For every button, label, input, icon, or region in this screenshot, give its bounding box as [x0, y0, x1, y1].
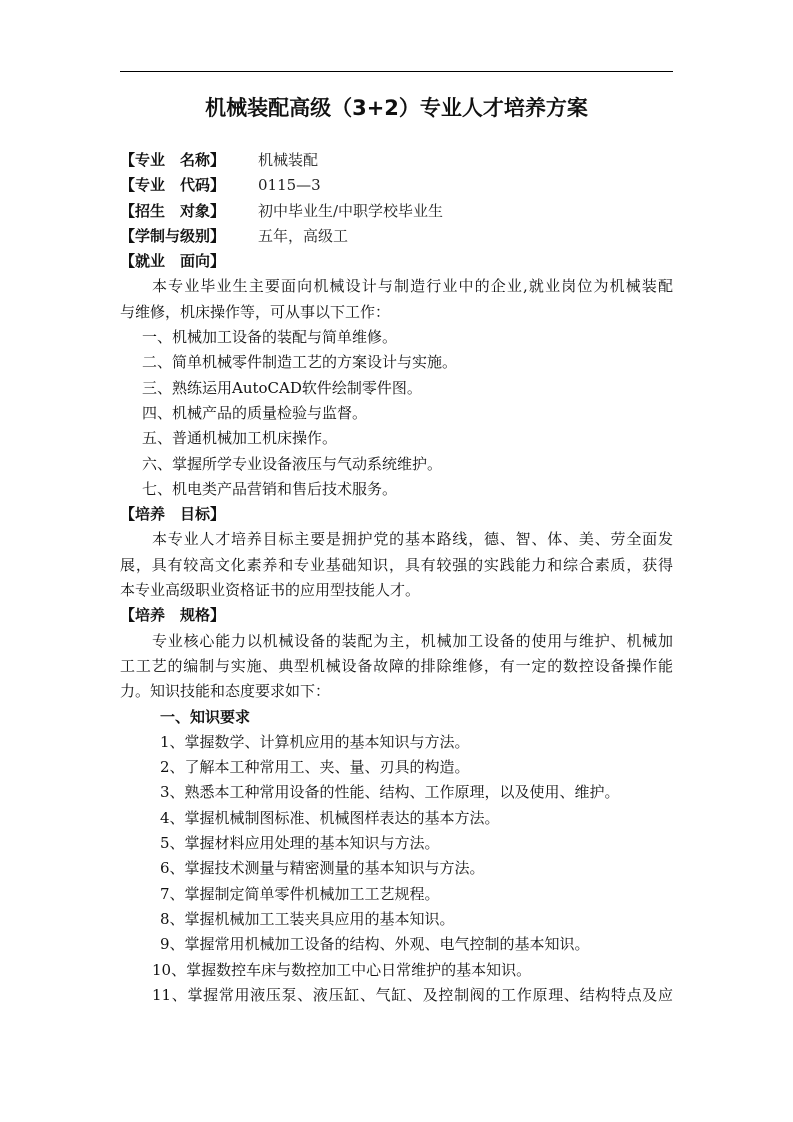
paragraph-line: 本专业毕业生主要面向机械设计与制造行业中的企业,就业岗位为机械装配: [152, 277, 673, 296]
field-enrollment: [120, 199, 673, 224]
field-major-code: [120, 173, 673, 198]
list-item: 四、机械产品的质量检验与监督。: [142, 403, 368, 422]
list-item: 5、掌握材料应用处理的基本知识与方法。: [160, 834, 440, 853]
field-label: 【招生 对象】: [120, 201, 226, 220]
list-item: 11、掌握常用液压泵、液压缸、气缸、及控制阀的工作原理、结构特点及应: [152, 985, 673, 1004]
paragraph-line: 本专业高级职业资格证书的应用型技能人才。: [120, 581, 421, 600]
field-value: 0115—3: [258, 176, 321, 195]
section-heading-employment: 【就业 面向】: [120, 252, 226, 271]
list-item: 1、掌握数学、计算机应用的基本知识与方法。: [160, 732, 470, 751]
paragraph-line: 专业核心能力以机械设备的装配为主，机械加工设备的使用与维护、机械加: [152, 631, 673, 650]
list-item: 9、掌握常用机械加工设备的结构、外观、电气控制的基本知识。: [160, 935, 590, 954]
paragraph-line: 工工艺的编制与实施、典型机械设备故障的排除维修，有一定的数控设备操作能: [120, 656, 673, 675]
list-item: 六、掌握所学专业设备液压与气动系统维护。: [142, 454, 443, 473]
field-major-name: [120, 148, 673, 173]
header-rule: [120, 71, 673, 72]
paragraph-line: 本专业人才培养目标主要是拥护党的基本路线，德、智、体、美、劳全面发: [152, 530, 673, 549]
paragraph-line: 与维修，机床操作等，可从事以下工作：: [120, 302, 391, 321]
section-heading-spec: 【培养 规格】: [120, 606, 226, 625]
list-item: 3、熟悉本工种常用设备的性能、结构、工作原理，以及使用、维护。: [160, 783, 620, 802]
list-item: 6、掌握技术测量与精密测量的基本知识与方法。: [160, 859, 485, 878]
page-title: 机械装配高级（3+2）专业人才培养方案: [205, 96, 588, 120]
list-item: 三、熟练运用AutoCAD软件绘制零件图。: [142, 378, 422, 397]
list-item: 2、了解本工种常用工、夹、量、刃具的构造。: [160, 758, 470, 777]
field-label: 【学制与级别】: [120, 226, 226, 245]
list-item: 8、掌握机械加工工装夹具应用的基本知识。: [160, 909, 455, 928]
field-duration-level: [120, 224, 673, 249]
field-value: 五年，高级工: [258, 226, 349, 245]
list-item: 七、机电类产品营销和售后技术服务。: [142, 479, 398, 498]
paragraph-line: 力。知识技能和态度要求如下：: [120, 682, 331, 701]
section-heading-goal: 【培养 目标】: [120, 505, 226, 524]
field-label: 【专业 名称】: [120, 151, 226, 169]
list-item: 一、机械加工设备的装配与简单维修。: [142, 328, 398, 347]
list-item: 10、掌握数控车床与数控加工中心日常维护的基本知识。: [152, 960, 532, 979]
field-value: 机械装配: [258, 151, 319, 169]
field-label: 【专业 代码】: [120, 176, 226, 195]
field-value: 初中毕业生/中职学校毕业生: [258, 201, 444, 220]
subheading-knowledge: 一、知识要求: [160, 707, 251, 726]
list-item: 五、普通机械加工机床操作。: [142, 429, 338, 448]
list-item: 4、掌握机械制图标准、机械图样表达的基本方法。: [160, 808, 500, 827]
paragraph-line: 展，具有较高文化素养和专业基础知识，具有较强的实践能力和综合素质，获得: [120, 555, 673, 574]
document-body: [120, 148, 673, 1008]
list-item: 二、简单机械零件制造工艺的方案设计与实施。: [142, 353, 458, 372]
list-item: 7、掌握制定简单零件机械加工工艺规程。: [160, 884, 440, 903]
